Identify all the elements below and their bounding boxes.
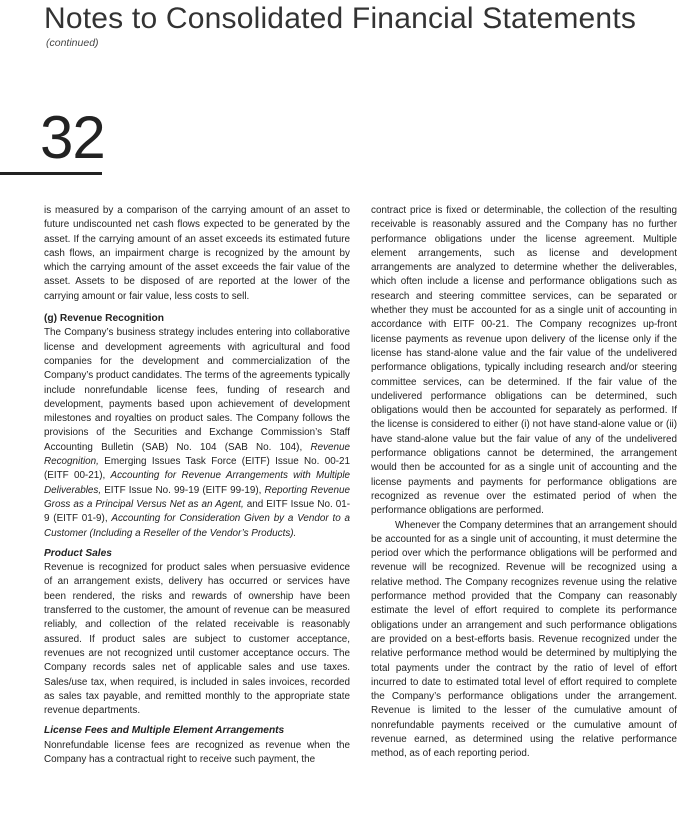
page-subtitle: (continued) [46, 37, 99, 49]
paragraph-product-sales: Revenue is recognized for product sales when persuasive evidence of an arrangement exists, delivery has occurred or services have been rendered, the risks and rewards of ownership have been transferred to the customer, the amount of revenue can be measured reliably, and collection of the related receivable is reasonably assured. If product sales are subject to customer acceptance, revenues are not recognized until customer acceptance occurs. The Company records sales net of applicable sales and use taxes. Sales/use tax, when required, is included in sales invoices, recorded as sales tax payable, and remitted monthly to the appropriate state revenue departments. [44, 562, 350, 717]
header-rule [0, 172, 102, 175]
page-title: Notes to Consolidated Financial Statements [44, 2, 637, 35]
left-column [44, 204, 350, 767]
right-column [371, 204, 677, 762]
text-run: Emerging Issues Task Force (EITF) Issue No. 00-21 (EITF 00-21), [44, 456, 350, 482]
paragraph-impairment: is measured by a comparison of the carrying amount of an asset to future undiscounted net cash flows expected to be generated by the asset. If the carrying amount of an asset exceeds its estimated future cash flows, an impairment charge is recognized by the amount by which the carrying amount of the asset exceeds the fair value of the asset. Assets to be disposed of are reported at the lower of the carrying amount or fair value, less costs to sell. [44, 205, 350, 302]
text-run: and EITF Issue No. 01-9 (EITF 01-9), [44, 498, 350, 525]
text-run-italic: Revenue Recognition, [44, 441, 350, 468]
heading-product-sales: Product Sales [44, 547, 112, 559]
paragraph-license-fees: Nonrefundable license fees are recognized as revenue when the Company has a contractual right to receive such payment, the [44, 739, 350, 765]
text-run-italic: Reporting Revenue Gross as a Principal Versus Net as an Agent, [44, 484, 350, 510]
page-number: 32 [40, 104, 105, 171]
text-run-italic: Accounting for Consideration Given by a Vendor to a Customer (Including a Reseller of the Vendor’s Products). [44, 513, 351, 539]
text-run: EITF Issue No. 99-19 (EITF 99-19), [104, 484, 262, 496]
paragraph-single-unit: Whenever the Company determines that an arrangement should be accounted for as a single unit of accounting, it must determine the period over which the performance obligations will be performed and revenue will be recognized. Revenue will be recognized using a relative method. The Company recognizes revenue using the relative performance method provided that the Company can reasonably estimate the level of effort required to complete its performance obligations under an arrangement and such performance obligations are provided on a best-efforts basis. Revenue recognized under the relative performance method would be determined by multiplying the total payments under the contract by the ratio of level of effort incurred to date to estimated total level of effort required to complete the Company’s performance obligations under the arrangement. Revenue is limited to the lesser of the cumulative amount of nonrefundable payments received or the cumulative amount of revenue earned, as determined using the relative performance method, as of each reporting period. [371, 519, 677, 760]
text-run: The Company’s business strategy includes entering into collaborative license and development agreements with agricultural and food companies for the development and commercialization of the Company’s product candidates. The terms of the agreements typically include nonrefundable license fees, funding of research and development, payments based upon achievement of development milestones and royalties on product sales. The Company follows the provisions of the Securities and Exchange Commission’s Staff Accounting Bulletin (SAB) No. 104 (SAB No. 104), [44, 327, 350, 453]
paragraph-revenue-policy [44, 326, 350, 540]
text-run-italic: Accounting for Revenue Arrangements with Multiple Deliverables, [44, 470, 351, 496]
heading-license-fees: License Fees and Multiple Element Arrangements [44, 725, 285, 737]
heading-revenue-recognition: (g) Revenue Recognition [44, 313, 164, 325]
paragraph-multiple-element: contract price is fixed or determinable, the collection of the resulting receivable is reasonably assured and the Company has no further performance obligations under the license agreement. Multiple element arrangements, such as license and development arrangements are analyzed to determine whether the deliverables, which often include a license and performance obligations such as research and steering committee services, can be separated or whether they must be accounted for as a single unit of accounting in accordance with EITF 00-21. The Company recognizes up-front license payments as revenue upon delivery of the license only if the license has stand-alone value and the fair value of the undelivered performance obligations, typically including research and/or steering committee services, can be determined. If the fair value of the undelivered performance obligations can be determined, such obligations would then be accounted for separately as performed. If the license is considered to either (i) not have stand-alone value or (ii) have stand-alone value but the fair value of any of the undelivered performance obligations cannot be determined, the arrangement would then be accounted for as a single unit of accounting and the license payments and payments for performance obligations are recognized as revenue over the estimated period of when the performance obligations are performed. [371, 205, 677, 517]
